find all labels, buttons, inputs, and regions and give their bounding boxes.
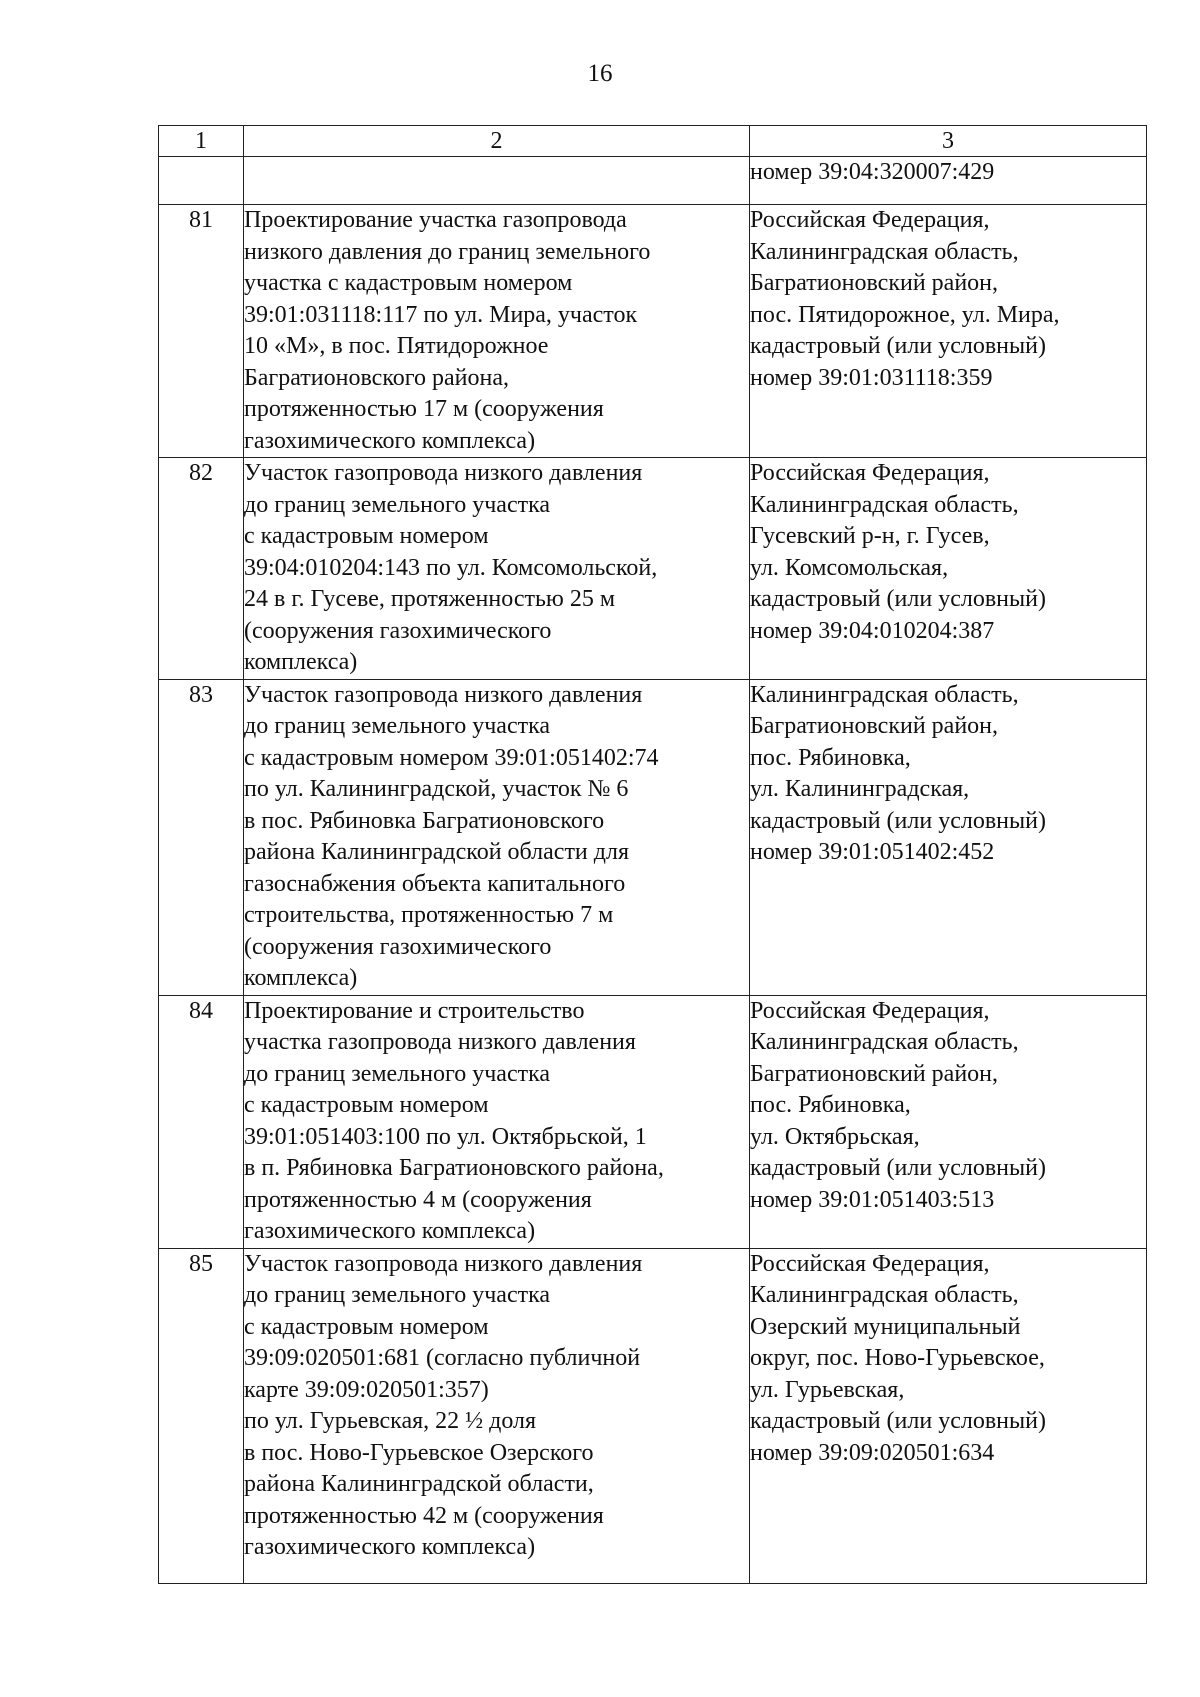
object-address-line: Российская Федерация,: [750, 997, 990, 1024]
table-row: [159, 1248, 1147, 1583]
object-description-line: протяженностью 17 м (сооружения: [244, 396, 604, 422]
object-address-line: ул. Калининградская,: [750, 776, 970, 802]
object-description-line: в пос. Ново-Гурьевское Озерского: [244, 1439, 594, 1466]
object-description-line: (сооружения газохимического: [244, 933, 552, 960]
object-description-line: протяженностью 4 м (сооружения: [244, 1186, 592, 1213]
table-row: [159, 458, 1147, 680]
table-row-continuation: [159, 157, 1147, 205]
row-number: 83: [159, 679, 244, 995]
object-description-line: карте 39:09:020501:357): [244, 1376, 489, 1403]
object-description-line: с кадастровым номером: [244, 1092, 489, 1118]
table-row: [159, 995, 1147, 1248]
object-description-line: 10 «М», в пос. Пятидорожное: [244, 333, 549, 359]
object-address-line: кадастровый (или условный): [750, 1408, 1046, 1434]
object-description-line: района Калининградской области,: [244, 1471, 594, 1497]
row-number: 85: [159, 1248, 244, 1583]
object-address-line: округ, пос. Ново-Гурьевское,: [750, 1345, 1045, 1371]
object-address-line: Российская Федерация,: [750, 1250, 990, 1277]
object-description-line: до границ земельного участка: [244, 713, 551, 739]
row-number: [159, 157, 244, 205]
object-description-line: до границ земельного участка: [244, 1282, 551, 1308]
object-description-line: газохимического комплекса): [244, 1218, 536, 1244]
object-description-line: (сооружения газохимического: [244, 617, 552, 644]
object-description-line: газохимического комплекса): [244, 427, 536, 454]
header-cell-1: 1: [159, 126, 244, 157]
object-address-line: Озерский муниципальный: [750, 1313, 1021, 1340]
object-address: [750, 679, 1147, 995]
object-description-line: Участок газопровода низкого давления: [244, 681, 643, 708]
object-description-line: с кадастровым номером: [244, 1313, 489, 1340]
object-address-line: кадастровый (или условный): [750, 1155, 1046, 1181]
row-number: 81: [159, 205, 244, 458]
object-description: [244, 679, 750, 995]
object-address-line: Багратионовский район,: [750, 270, 999, 296]
object-description-line: Проектирование и строительство: [244, 997, 585, 1024]
object-description: [244, 157, 750, 205]
object-address-line: Калининградская область,: [750, 681, 1019, 708]
object-description-line: по ул. Гурьевская, 22 ½ доля: [244, 1408, 537, 1434]
object-description-line: комплекса): [244, 649, 358, 675]
object-address-line: кадастровый (или условный): [750, 333, 1046, 359]
objects-table: [158, 125, 1147, 1584]
object-address-line: Калининградская область,: [750, 1282, 1019, 1308]
object-address-line: кадастровый (или условный): [750, 586, 1046, 612]
object-description: [244, 1248, 750, 1583]
object-description-line: района Калининградской области для: [244, 839, 629, 865]
object-description-line: до границ земельного участка: [244, 491, 551, 518]
object-description-line: с кадастровым номером 39:01:051402:74: [244, 744, 659, 771]
object-description-line: комплекса): [244, 965, 358, 991]
object-description-line: газоснабжения объекта капитального: [244, 870, 626, 897]
object-description-line: 39:04:010204:143 по ул. Комсомольской,: [244, 554, 658, 581]
object-address-line: номер 39:09:020501:634: [750, 1439, 995, 1466]
object-address-line: Багратионовский район,: [750, 1060, 999, 1087]
object-address: [750, 458, 1147, 680]
object-address-line: номер 39:04:010204:387: [750, 617, 995, 644]
object-description: [244, 458, 750, 680]
table-header-row: [159, 126, 1147, 157]
object-description-line: 24 в г. Гусеве, протяженностью 25 м: [244, 586, 616, 612]
row-number: 84: [159, 995, 244, 1248]
table-row: [159, 205, 1147, 458]
object-description-line: с кадастровым номером: [244, 523, 489, 549]
object-description-line: Участок газопровода низкого давления: [244, 460, 643, 486]
object-description-line: Проектирование участка газопровода: [244, 207, 627, 233]
object-address-line: Багратионовский район,: [750, 713, 999, 739]
object-description-line: до границ земельного участка: [244, 1060, 551, 1087]
object-description-line: участка с кадастровым номером: [244, 270, 573, 296]
object-address-line: пос. Пятидорожное, ул. Мира,: [750, 301, 1060, 328]
object-address-line: ул. Октябрьская,: [750, 1123, 920, 1150]
object-description: [244, 205, 750, 458]
row-number: 82: [159, 458, 244, 680]
object-address-line: кадастровый (или условный): [750, 807, 1046, 834]
object-address-line: номер 39:01:051403:513: [750, 1186, 995, 1213]
object-description-line: низкого давления до границ земельного: [244, 238, 651, 265]
object-description-line: участка газопровода низкого давления: [244, 1029, 636, 1055]
object-description-line: Участок газопровода низкого давления: [244, 1250, 643, 1277]
object-description-line: протяженностью 42 м (сооружения: [244, 1502, 604, 1529]
object-address-line: номер 39:01:051402:452: [750, 839, 995, 865]
object-description-line: 39:01:051403:100 по ул. Октябрьской, 1: [244, 1123, 647, 1150]
object-address: [750, 205, 1147, 458]
object-description-line: 39:09:020501:681 (согласно публичной: [244, 1345, 641, 1371]
object-description-line: газохимического комплекса): [244, 1534, 536, 1560]
object-address-line: ул. Комсомольская,: [750, 554, 949, 581]
object-description-line: Багратионовского района,: [244, 364, 510, 391]
object-description-line: строительства, протяженностью 7 м: [244, 902, 614, 928]
object-address-line: Калининградская область,: [750, 1029, 1019, 1055]
object-description-line: 39:01:031118:117 по ул. Мира, участок: [244, 301, 638, 328]
object-address-line: пос. Рябиновка,: [750, 1092, 911, 1118]
object-address-line: Калининградская область,: [750, 491, 1019, 518]
object-address-line: номер 39:04:320007:429: [750, 159, 995, 185]
object-address: [750, 995, 1147, 1248]
object-description-line: в п. Рябиновка Багратионовского района,: [244, 1155, 664, 1181]
object-description: [244, 995, 750, 1248]
object-address-line: Российская Федерация,: [750, 460, 990, 486]
header-cell-2: 2: [244, 126, 750, 157]
object-description-line: в пос. Рябиновка Багратионовского: [244, 807, 605, 834]
page-number: 16: [587, 60, 613, 87]
object-description-line: по ул. Калининградской, участок № 6: [244, 776, 629, 802]
table-row: [159, 679, 1147, 995]
object-address-line: номер 39:01:031118:359: [750, 364, 993, 391]
object-address-line: Калининградская область,: [750, 238, 1019, 265]
object-address-line: Гусевский р-н, г. Гусев,: [750, 523, 990, 549]
object-address-line: пос. Рябиновка,: [750, 744, 911, 771]
object-address: [750, 157, 1147, 205]
object-address-line: ул. Гурьевская,: [750, 1376, 905, 1403]
object-address: [750, 1248, 1147, 1583]
header-cell-3: 3: [750, 126, 1147, 157]
object-address-line: Российская Федерация,: [750, 207, 990, 233]
